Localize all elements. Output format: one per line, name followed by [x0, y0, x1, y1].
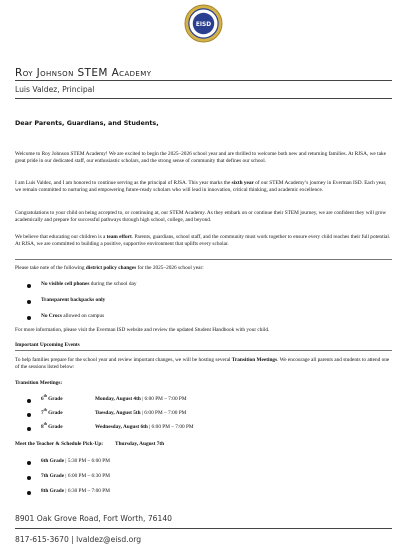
principal-name: Luis Valdez, Principal [15, 85, 95, 94]
more-info: For more information, please visit the Everman ISD website and review the updated Student Handbook with your child. [15, 327, 270, 333]
district-seal-logo [184, 4, 223, 43]
header-divider [15, 80, 392, 81]
bullet-icon [27, 427, 31, 431]
transition-time: Monday, August 4th | 6:00 PM – 7:00 PM [95, 396, 187, 402]
header-divider-2 [15, 98, 392, 99]
section-divider [15, 259, 392, 260]
seal-text: EISD [195, 21, 212, 28]
footer-divider [15, 528, 392, 529]
bullet-icon [27, 300, 31, 304]
transition-grade: 6th Grade [41, 394, 63, 402]
paragraph-principal: I am Luis Valdez, and I am honored to continue serving as the principal of RJSA. This year marks the sixth year of our STEM Academy’s journey in Everman ISD. Each year, we remain committed to nurturing and empowering future-ready scholars who will lead in innovation, critical thinking, and academic excellence. [15, 180, 387, 194]
bullet-icon [27, 316, 31, 320]
paragraph-welcome: Welcome to Roy Johnson STEM Academy! We are excited to begin the 2025–2026 school year and are thrilled to welcome both new and returning families. At RJSA, we take great pride in our dedicated staff, our enthusiastic scholars, and the strong sense of community that defines our school. [15, 151, 386, 165]
events-heading: Important Upcoming Events [15, 342, 80, 348]
bullet-icon [27, 476, 31, 480]
transition-grade: 7th Grade [41, 408, 63, 416]
pickup-item: 8th Grade | 6:30 PM – 7:00 PM [41, 488, 110, 494]
paragraph-congratulations: Congratulations to your child on being accepted to, or continuing at, our STEM Academy. As they embark on or continue their STEM journey, we are confident they will grow academically and prepare for successful pathways through high school, college, and beyond. [15, 210, 387, 224]
bullet-icon [27, 284, 31, 288]
events-divider [15, 350, 392, 351]
policy-item: Transparent backpacks only [41, 297, 106, 303]
bullet-icon [27, 413, 31, 417]
bullet-icon [27, 491, 31, 495]
transition-grade: 8th Grade [41, 422, 63, 430]
bullet-icon [27, 461, 31, 465]
policy-intro: Please take note of the following district policy changes for the 2025–2026 school year: [15, 265, 204, 271]
events-intro: To help families prepare for the school year and review important changes, we will be hosting several Transition Meetings. We encourage all parents and students to attend one of the sessions listed below: [15, 357, 390, 371]
policy-item: No Crocs allowed on campus [41, 313, 105, 319]
footer-address: 8901 Oak Grove Road, Fort Worth, 76140 [15, 514, 172, 523]
transition-time: Tuesday, August 5th | 6:00 PM – 7:00 PM [95, 410, 187, 416]
school-name: Roy Johnson STEM Academy [15, 67, 152, 79]
pickup-item: 6th Grade | 5:30 PM – 6:00 PM [41, 458, 110, 464]
bullet-icon [27, 399, 31, 403]
pickup-heading: Meet the Teacher & Schedule Pick-Up: Thursday, August 7th [15, 441, 165, 447]
letter-greeting: Dear Parents, Guardians, and Students, [15, 119, 159, 127]
pickup-item: 7th Grade | 6:00 PM – 6:30 PM [41, 473, 110, 479]
policy-item: No visible cell phones during the school day [41, 281, 137, 287]
transition-heading: Transition Meetings: [15, 380, 63, 386]
transition-time: Wednesday, August 6th | 6:00 PM – 7:00 PM [95, 424, 194, 430]
paragraph-team-effort: We believe that educating our children is a team effort. Parents, guardians, school staff, and the community must work together to ensure every child reaches their full potential. At RJSA, we are committed to building a positive, supportive environment that uplifts every scholar. [15, 234, 391, 248]
footer-contact: 817-615-3670 | lvaldez@eisd.org [15, 535, 142, 544]
